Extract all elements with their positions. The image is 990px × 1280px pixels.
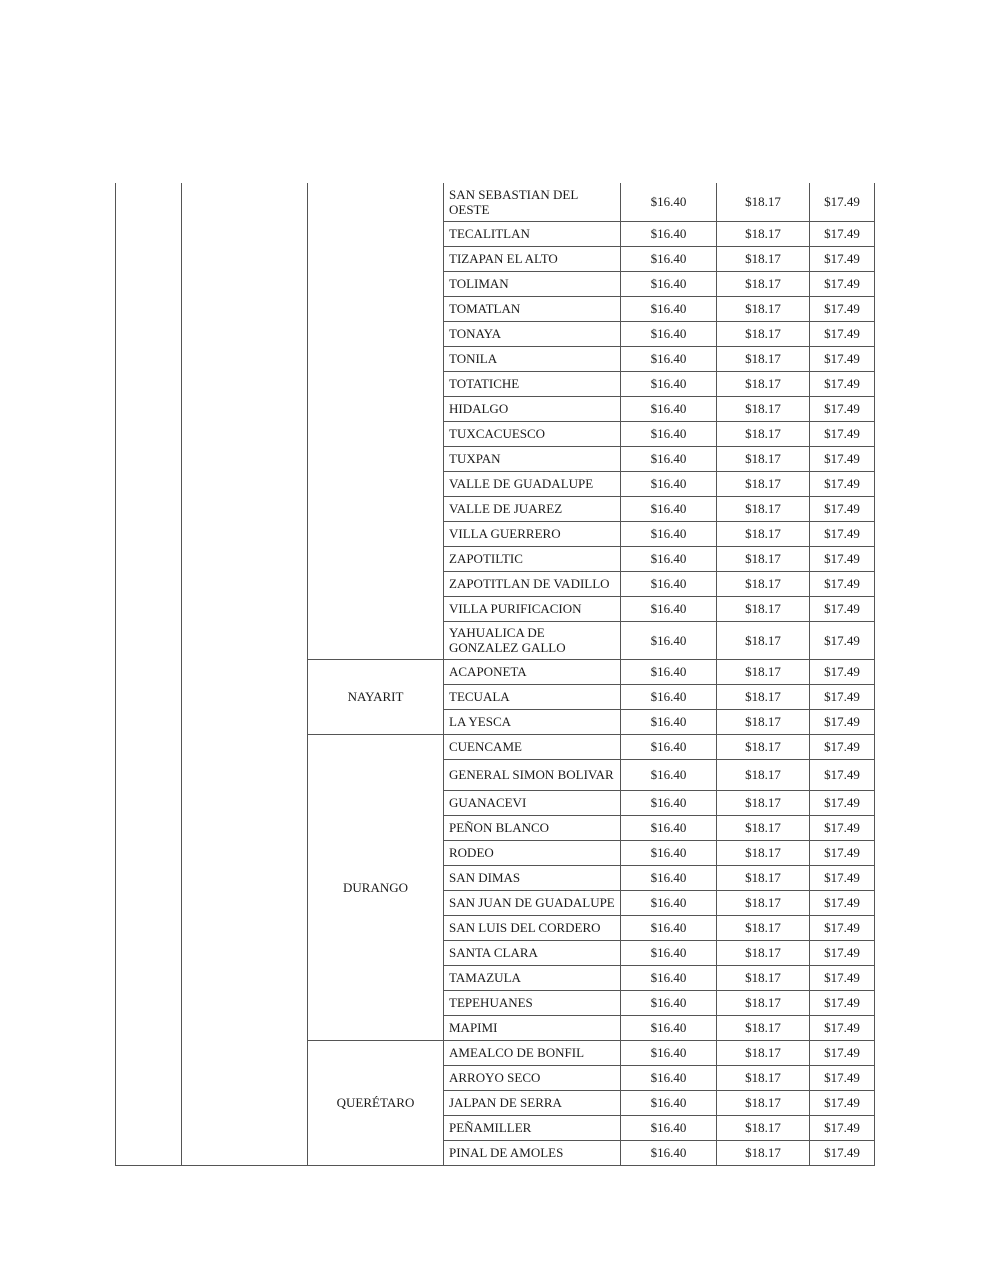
price-cell-1: $16.40 [621,684,717,709]
price-cell-2: $18.17 [717,915,810,940]
price-cell-1: $16.40 [621,621,717,659]
municipio-cell: HIDALGO [444,396,621,421]
price-cell-1: $16.40 [621,596,717,621]
municipio-cell: ARROYO SECO [444,1065,621,1090]
price-cell-2: $18.17 [717,521,810,546]
price-cell-1: $16.40 [621,1115,717,1140]
price-cell-3: $17.49 [810,915,875,940]
municipio-cell: MAPIMI [444,1015,621,1040]
municipio-cell: TECUALA [444,684,621,709]
municipio-cell: SAN JUAN DE GUADALUPE [444,890,621,915]
price-cell-3: $17.49 [810,790,875,815]
price-cell-1: $16.40 [621,421,717,446]
price-cell-1: $16.40 [621,446,717,471]
price-cell-3: $17.49 [810,1090,875,1115]
price-cell-2: $18.17 [717,1015,810,1040]
price-cell-3: $17.49 [810,296,875,321]
price-cell-3: $17.49 [810,659,875,684]
price-cell-1: $16.40 [621,346,717,371]
price-cell-2: $18.17 [717,1065,810,1090]
price-cell-3: $17.49 [810,496,875,521]
price-cell-1: $16.40 [621,571,717,596]
municipio-cell: ZAPOTILTIC [444,546,621,571]
municipio-cell: VILLA GUERRERO [444,521,621,546]
price-cell-1: $16.40 [621,271,717,296]
price-cell-1: $16.40 [621,990,717,1015]
price-cell-2: $18.17 [717,734,810,759]
blank-column-1 [116,183,182,1165]
municipio-cell: SAN SEBASTIAN DEL OESTE [444,183,621,221]
price-cell-1: $16.40 [621,815,717,840]
price-cell-2: $18.17 [717,421,810,446]
price-cell-3: $17.49 [810,471,875,496]
price-cell-3: $17.49 [810,396,875,421]
price-cell-3: $17.49 [810,271,875,296]
price-cell-3: $17.49 [810,990,875,1015]
municipio-cell: TOTATICHE [444,371,621,396]
price-cell-3: $17.49 [810,865,875,890]
price-cell-1: $16.40 [621,321,717,346]
price-cell-3: $17.49 [810,890,875,915]
municipio-cell: TONILA [444,346,621,371]
price-cell-3: $17.49 [810,1140,875,1165]
price-cell-1: $16.40 [621,1140,717,1165]
municipio-cell: TONAYA [444,321,621,346]
price-cell-1: $16.40 [621,865,717,890]
municipio-cell: PEÑAMILLER [444,1115,621,1140]
state-cell: DURANGO [308,734,444,1040]
price-cell-2: $18.17 [717,709,810,734]
price-cell-1: $16.40 [621,890,717,915]
price-cell-3: $17.49 [810,1015,875,1040]
price-cell-1: $16.40 [621,659,717,684]
price-cell-1: $16.40 [621,915,717,940]
state-cell [308,183,444,659]
price-cell-3: $17.49 [810,346,875,371]
table-body [116,183,875,1165]
municipio-cell: CUENCAME [444,734,621,759]
price-cell-1: $16.40 [621,1015,717,1040]
price-cell-2: $18.17 [717,346,810,371]
price-cell-3: $17.49 [810,521,875,546]
price-cell-3: $17.49 [810,734,875,759]
price-cell-2: $18.17 [717,1040,810,1065]
price-cell-3: $17.49 [810,421,875,446]
price-cell-2: $18.17 [717,496,810,521]
municipio-cell: PEÑON BLANCO [444,815,621,840]
price-cell-1: $16.40 [621,246,717,271]
municipio-cell: VALLE DE GUADALUPE [444,471,621,496]
price-cell-1: $16.40 [621,734,717,759]
price-cell-1: $16.40 [621,221,717,246]
municipio-cell: AMEALCO DE BONFIL [444,1040,621,1065]
price-cell-3: $17.49 [810,940,875,965]
price-cell-3: $17.49 [810,446,875,471]
municipio-cell: ZAPOTITLAN DE VADILLO [444,571,621,596]
price-cell-3: $17.49 [810,183,875,221]
price-cell-1: $16.40 [621,183,717,221]
municipio-cell: JALPAN DE SERRA [444,1090,621,1115]
price-cell-3: $17.49 [810,596,875,621]
price-cell-1: $16.40 [621,1065,717,1090]
municipio-cell: VALLE DE JUAREZ [444,496,621,521]
price-cell-2: $18.17 [717,271,810,296]
price-cell-3: $17.49 [810,815,875,840]
price-cell-3: $17.49 [810,546,875,571]
price-cell-1: $16.40 [621,296,717,321]
price-cell-2: $18.17 [717,684,810,709]
price-cell-3: $17.49 [810,221,875,246]
municipio-cell: TIZAPAN EL ALTO [444,246,621,271]
price-cell-1: $16.40 [621,709,717,734]
municipio-cell: RODEO [444,840,621,865]
price-cell-2: $18.17 [717,940,810,965]
price-cell-3: $17.49 [810,1115,875,1140]
price-cell-1: $16.40 [621,840,717,865]
price-cell-3: $17.49 [810,1065,875,1090]
price-cell-1: $16.40 [621,940,717,965]
price-cell-2: $18.17 [717,596,810,621]
municipio-cell: LA YESCA [444,709,621,734]
municipio-cell: YAHUALICA DE GONZALEZ GALLO [444,621,621,659]
price-cell-1: $16.40 [621,371,717,396]
price-cell-2: $18.17 [717,990,810,1015]
price-table [115,183,875,1166]
price-cell-2: $18.17 [717,790,810,815]
municipio-cell: TEPEHUANES [444,990,621,1015]
municipio-cell: GENERAL SIMON BOLIVAR [444,759,621,790]
municipio-cell: GUANACEVI [444,790,621,815]
municipio-cell: PINAL DE AMOLES [444,1140,621,1165]
price-cell-1: $16.40 [621,396,717,421]
municipio-cell: ACAPONETA [444,659,621,684]
state-cell: QUERÉTARO [308,1040,444,1165]
price-cell-1: $16.40 [621,471,717,496]
municipio-cell: TUXCACUESCO [444,421,621,446]
price-cell-3: $17.49 [810,709,875,734]
municipio-cell: TOMATLAN [444,296,621,321]
municipio-cell: SAN LUIS DEL CORDERO [444,915,621,940]
price-cell-3: $17.49 [810,571,875,596]
price-cell-1: $16.40 [621,521,717,546]
price-cell-2: $18.17 [717,965,810,990]
price-cell-3: $17.49 [810,759,875,790]
price-cell-2: $18.17 [717,759,810,790]
price-cell-2: $18.17 [717,815,810,840]
price-cell-3: $17.49 [810,840,875,865]
table-row [116,183,875,221]
municipio-cell: VILLA PURIFICACION [444,596,621,621]
price-cell-2: $18.17 [717,471,810,496]
price-cell-2: $18.17 [717,621,810,659]
price-cell-2: $18.17 [717,446,810,471]
price-cell-3: $17.49 [810,965,875,990]
price-cell-2: $18.17 [717,890,810,915]
price-cell-2: $18.17 [717,840,810,865]
price-cell-3: $17.49 [810,246,875,271]
price-cell-2: $18.17 [717,246,810,271]
municipio-cell: TOLIMAN [444,271,621,296]
price-cell-2: $18.17 [717,396,810,421]
blank-column-2 [182,183,308,1165]
price-cell-2: $18.17 [717,571,810,596]
price-cell-2: $18.17 [717,221,810,246]
price-cell-2: $18.17 [717,659,810,684]
price-cell-1: $16.40 [621,759,717,790]
municipio-cell: SAN DIMAS [444,865,621,890]
price-cell-3: $17.49 [810,621,875,659]
price-cell-1: $16.40 [621,1040,717,1065]
price-cell-1: $16.40 [621,1090,717,1115]
price-cell-2: $18.17 [717,865,810,890]
municipio-cell: SANTA CLARA [444,940,621,965]
price-cell-1: $16.40 [621,965,717,990]
state-cell: NAYARIT [308,659,444,734]
price-cell-3: $17.49 [810,684,875,709]
price-cell-2: $18.17 [717,1115,810,1140]
price-cell-2: $18.17 [717,1090,810,1115]
price-cell-2: $18.17 [717,321,810,346]
municipio-cell: TUXPAN [444,446,621,471]
municipio-cell: TECALITLAN [444,221,621,246]
price-cell-1: $16.40 [621,546,717,571]
price-cell-2: $18.17 [717,296,810,321]
price-cell-2: $18.17 [717,546,810,571]
price-cell-2: $18.17 [717,371,810,396]
price-cell-3: $17.49 [810,321,875,346]
price-cell-3: $17.49 [810,1040,875,1065]
municipio-cell: TAMAZULA [444,965,621,990]
price-cell-2: $18.17 [717,183,810,221]
price-cell-1: $16.40 [621,790,717,815]
price-cell-3: $17.49 [810,371,875,396]
price-cell-2: $18.17 [717,1140,810,1165]
price-cell-1: $16.40 [621,496,717,521]
